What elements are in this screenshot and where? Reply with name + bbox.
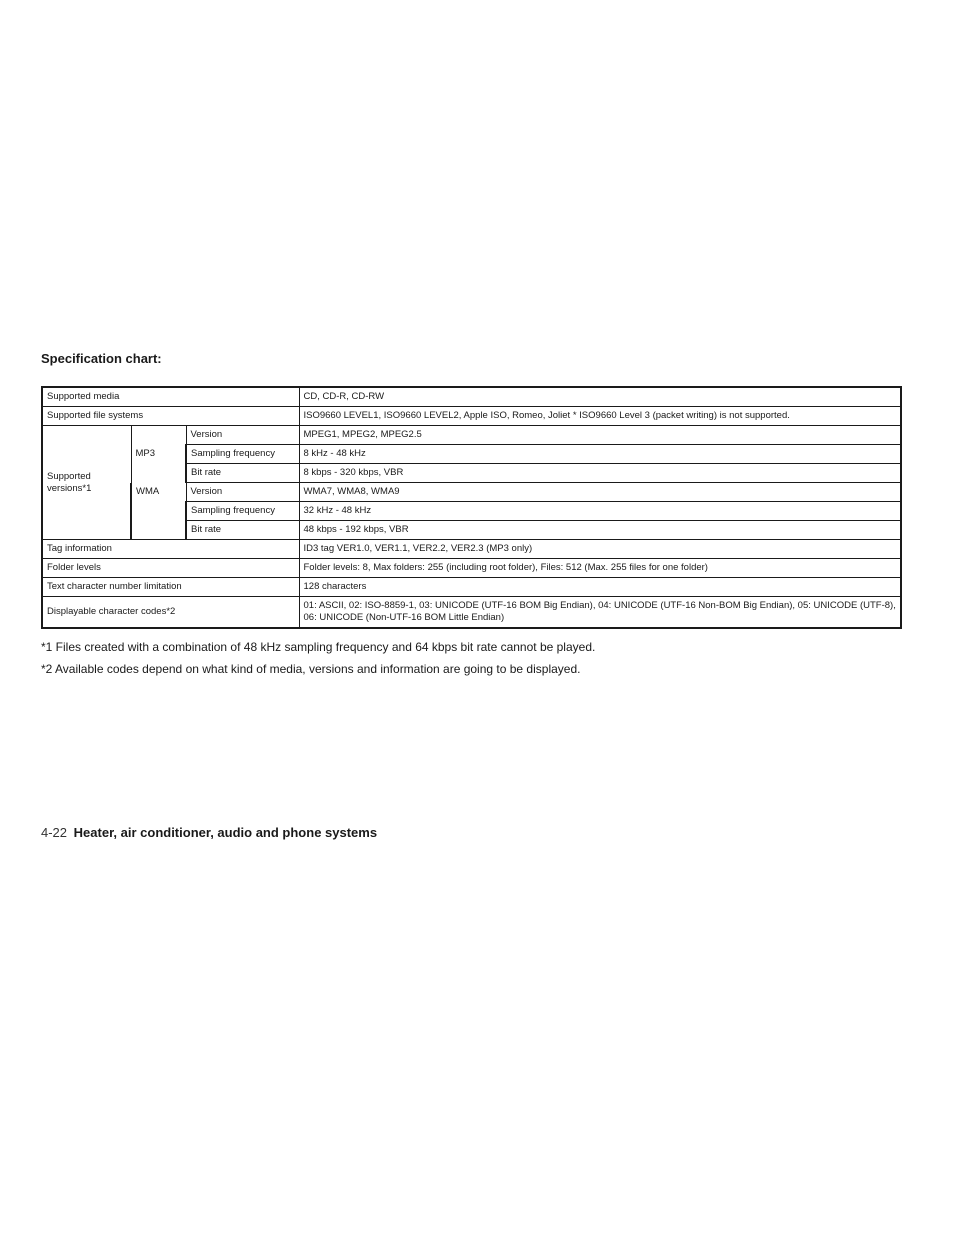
row-label: Displayable character codes*2 (42, 597, 299, 629)
table-row (42, 483, 901, 502)
table-row (42, 407, 901, 426)
table-row (42, 387, 901, 407)
wma-label: WMA (131, 483, 186, 540)
row-value: MPEG1, MPEG2, MPEG2.5 (299, 426, 901, 445)
row-value: 48 kbps - 192 kbps, VBR (299, 521, 901, 540)
row-value: ISO9660 LEVEL1, ISO9660 LEVEL2, Apple ISO, Romeo, Joliet * ISO9660 Level 3 (packet writing) is not supported. (299, 407, 901, 426)
row-label: Sampling frequency (186, 445, 299, 464)
table-row (42, 578, 901, 597)
section-title: Heater, air conditioner, audio and phone systems (73, 825, 378, 840)
row-label: Sampling frequency (186, 502, 299, 521)
table-row (42, 540, 901, 559)
table-row (42, 559, 901, 578)
section-heading: Specification chart: (41, 351, 162, 366)
table-row (42, 597, 901, 629)
mp3-label: MP3 (131, 426, 186, 483)
row-label: Folder levels (42, 559, 299, 578)
footnote-2: *2 Available codes depend on what kind of media, versions and information are going to be displayed. (41, 662, 581, 676)
row-label: Supported file systems (42, 407, 299, 426)
page-footer (41, 825, 377, 840)
page-number: 4-22 (41, 825, 68, 840)
row-label: Text character number limitation (42, 578, 299, 597)
row-value: 8 kHz - 48 kHz (299, 445, 901, 464)
row-value: 128 characters (299, 578, 901, 597)
table-row (42, 426, 901, 445)
row-value: 01: ASCII, 02: ISO-8859-1, 03: UNICODE (UTF-16 BOM Big Endian), 04: UNICODE (UTF-16 Non-BOM Big Endian), 05: UNICODE (UTF-8), 06: UNICODE (Non-UTF-16 BOM Little Endian) (299, 597, 901, 629)
row-value: CD, CD-R, CD-RW (299, 387, 901, 407)
row-value: 8 kbps - 320 kbps, VBR (299, 464, 901, 483)
footnote-1: *1 Files created with a combination of 48 kHz sampling frequency and 64 kbps bit rate cannot be played. (41, 640, 596, 654)
row-value: WMA7, WMA8, WMA9 (299, 483, 901, 502)
row-label: Supported media (42, 387, 299, 407)
supported-versions-label: Supported versions*1 (42, 426, 131, 540)
row-value: ID3 tag VER1.0, VER1.1, VER2.2, VER2.3 (MP3 only) (299, 540, 901, 559)
row-value: 32 kHz - 48 kHz (299, 502, 901, 521)
specification-table (41, 386, 902, 629)
row-label: Version (186, 483, 299, 502)
row-label: Bit rate (186, 521, 299, 540)
row-value: Folder levels: 8, Max folders: 255 (including root folder), Files: 512 (Max. 255 files for one folder) (299, 559, 901, 578)
row-label: Bit rate (186, 464, 299, 483)
row-label: Tag information (42, 540, 299, 559)
row-label: Version (186, 426, 299, 445)
